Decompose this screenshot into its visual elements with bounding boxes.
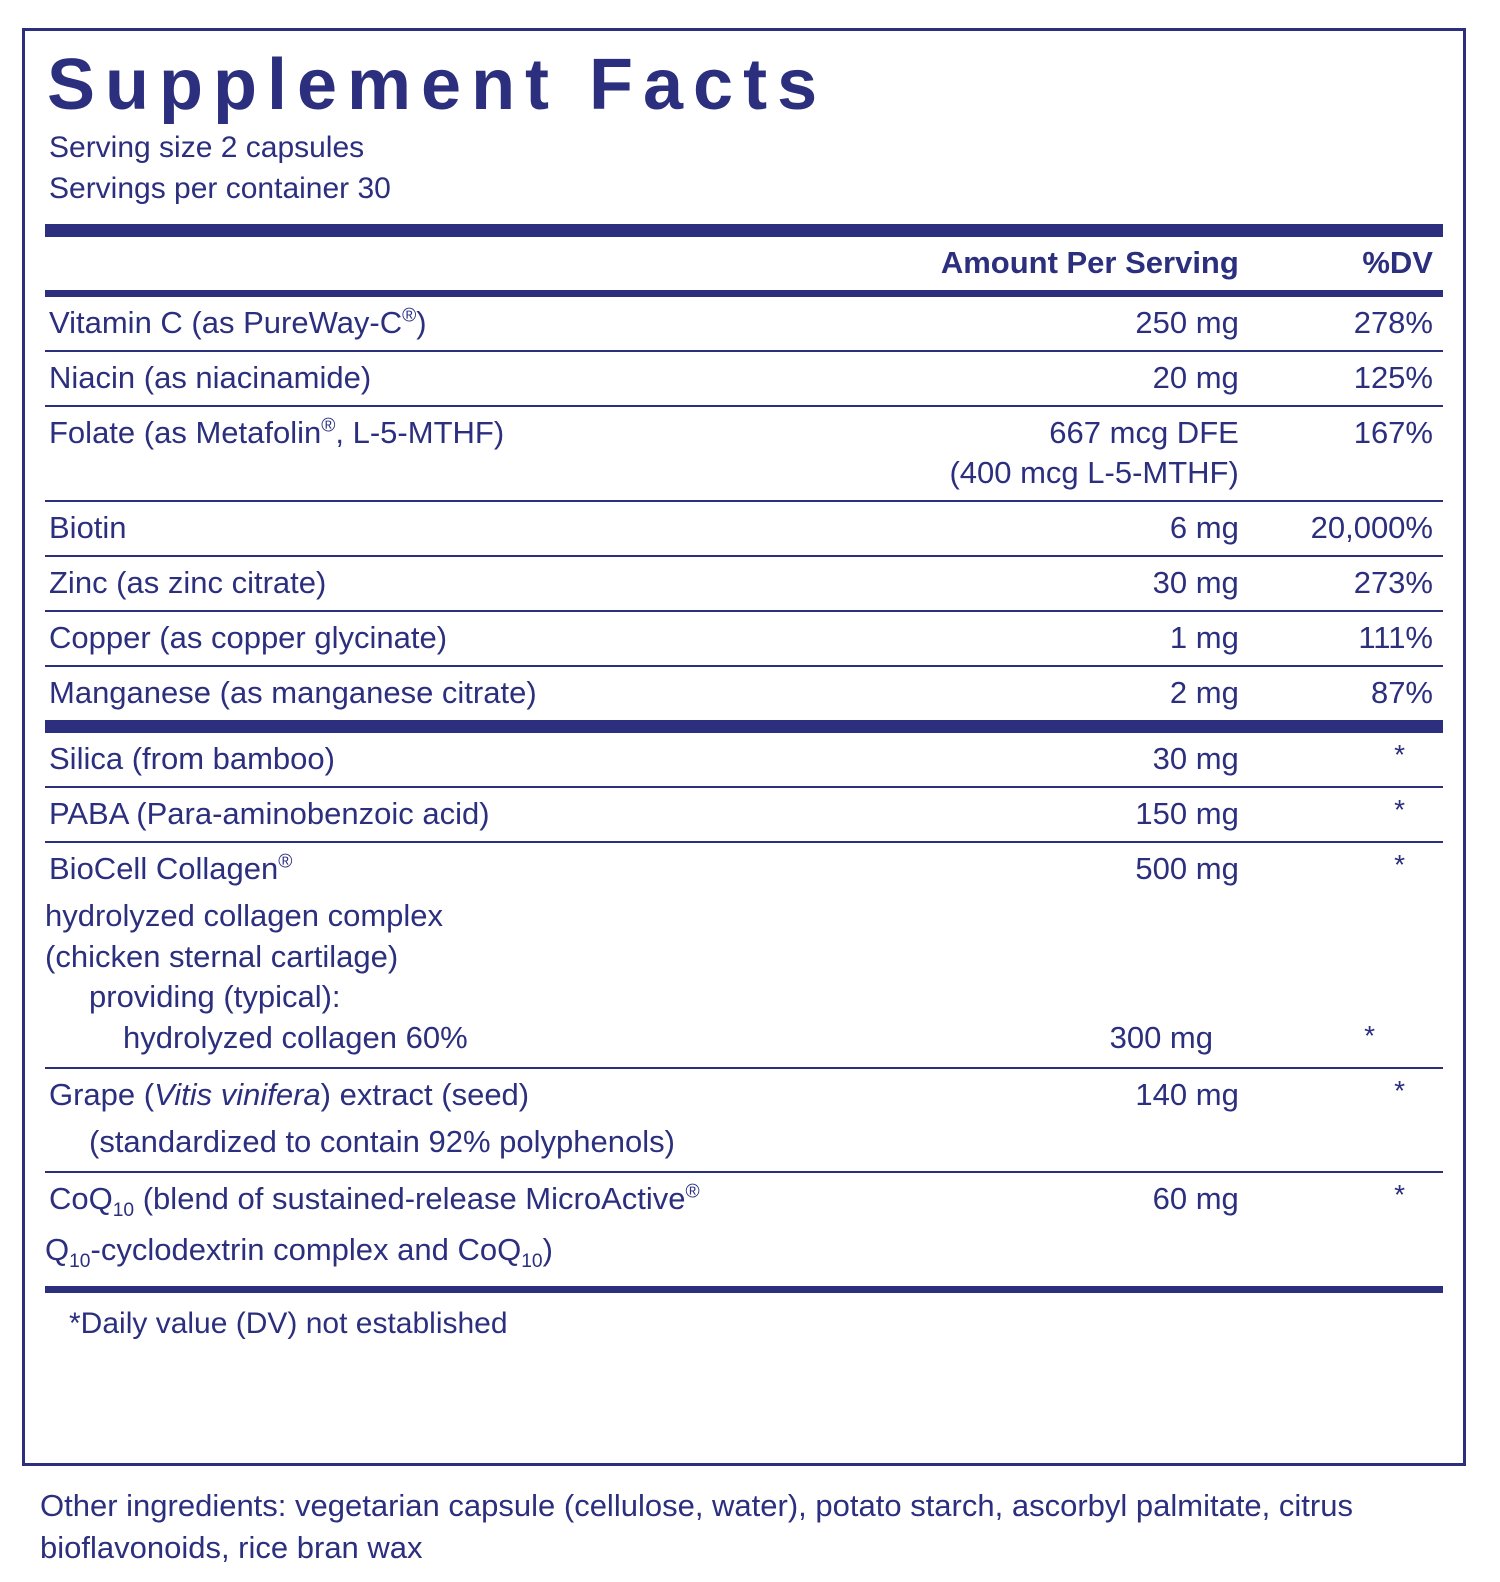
nutrient-amount: 60 mg	[1152, 1181, 1239, 1217]
divider-med-1	[45, 290, 1443, 297]
nutrient-amount: 6 mg	[1169, 510, 1239, 546]
table-row-grape	[45, 1069, 1443, 1122]
coq10-line1-sub: 10	[112, 1200, 135, 1222]
header-blank	[45, 237, 842, 290]
nutrient-name: PABA (Para-aminobenzoic acid)	[49, 795, 490, 831]
nutrient-name: Manganese (as manganese citrate)	[49, 675, 537, 711]
collagen-name: BioCell Collagen®	[49, 850, 293, 886]
coq10-line2-mid: -cyclodextrin complex and CoQ	[90, 1231, 522, 1267]
nutrient-amount: 30 mg	[1152, 740, 1239, 776]
nutrient-amount: 140 mg	[1135, 1077, 1239, 1113]
table-row	[45, 667, 1443, 720]
grape-name-italic: Vitis vinifera	[154, 1077, 321, 1113]
grape-name-post: ) extract (seed)	[320, 1077, 530, 1113]
vitamins-minerals-table	[45, 297, 1443, 720]
coq10-line1-pre: CoQ	[49, 1181, 113, 1217]
nutrient-amount-line2: (400 mcg L-5-MTHF)	[949, 455, 1239, 491]
nutrient-dv: 87%	[1370, 675, 1433, 711]
table-row	[45, 788, 1443, 841]
divider-thick-top	[45, 224, 1443, 237]
collagen-line2: hydrolyzed collagen complex	[45, 897, 444, 933]
nutrient-name: Vitamin C (as PureWay-C®)	[49, 304, 427, 340]
nutrient-name: Biotin	[49, 510, 127, 546]
nutrient-dv: 111%	[1358, 620, 1433, 656]
divider-med-bottom	[45, 1286, 1443, 1293]
nutrient-name	[45, 843, 842, 896]
table-header-row	[45, 237, 1443, 290]
table-row	[45, 502, 1443, 555]
nutrient-amount: 20 mg	[1152, 359, 1239, 395]
coq10-line2-post: )	[542, 1231, 553, 1267]
header-amount-per-serving: Amount Per Serving	[940, 244, 1239, 280]
coq10-line2-sub: 10	[69, 1250, 91, 1272]
servings-per-container: Servings per container 30	[49, 172, 391, 206]
supplement-facts-panel	[22, 28, 1466, 1466]
divider-thick-mid	[45, 720, 1443, 733]
nutrient-dv: *	[1394, 848, 1405, 880]
nutrient-amount-line1: 667 mcg DFE	[1049, 414, 1239, 450]
nutrient-dv: 20,000%	[1310, 510, 1433, 546]
collagen-subrow	[45, 1018, 1443, 1059]
nutrient-amount	[842, 407, 1249, 501]
header-percent-dv: %DV	[1362, 244, 1433, 280]
table-row	[45, 557, 1443, 610]
nutrient-dv: *	[1394, 1075, 1405, 1107]
coq10-line1-post: (blend of sustained-release MicroActive®	[134, 1181, 700, 1217]
serving-size: Serving size 2 capsules	[49, 131, 365, 164]
table-row	[45, 612, 1443, 665]
nutrient-name	[45, 1173, 842, 1230]
table-row	[45, 407, 1443, 501]
nutrient-dv: *	[1394, 738, 1405, 770]
other-ingredients: Other ingredients: vegetarian capsule (cellulose, water), potato starch, ascorbyl palmitate, citrus bioflavonoids, rice bran wax	[40, 1488, 1353, 1565]
table-row	[45, 733, 1443, 786]
collagen-line4: providing (typical):	[89, 979, 341, 1015]
nutrient-dv: 125%	[1353, 359, 1433, 395]
nutrient-amount: 500 mg	[1135, 850, 1239, 886]
page-title: Supplement Facts	[47, 45, 828, 125]
nutrient-name	[45, 1069, 842, 1122]
nutrient-amount: 1 mg	[1169, 620, 1239, 656]
grape-name-pre: Grape (	[49, 1077, 155, 1113]
collagen-line5: hydrolyzed collagen 60%	[123, 1020, 468, 1056]
nutrient-dv: 278%	[1353, 304, 1433, 340]
nutrient-name: Zinc (as zinc citrate)	[49, 565, 327, 601]
nutrient-amount: 2 mg	[1169, 675, 1239, 711]
nutrient-name: Niacin (as niacinamide)	[49, 359, 372, 395]
nutrient-name: Copper (as copper glycinate)	[49, 620, 448, 656]
table-row-biocell-collagen	[45, 843, 1443, 896]
other-nutrients-table	[45, 733, 1443, 1274]
nutrient-dv: *	[1394, 1179, 1405, 1211]
nutrient-amount: 150 mg	[1135, 795, 1239, 831]
collagen-line5-dv: *	[1364, 1020, 1375, 1052]
footnote-daily-value: *Daily value (DV) not established	[69, 1307, 508, 1341]
nutrient-amount: 250 mg	[1135, 304, 1239, 340]
nutrition-header-table	[45, 237, 1443, 290]
nutrient-dv: *	[1394, 793, 1405, 825]
table-row-coq10	[45, 1173, 1443, 1230]
nutrient-dv: 273%	[1353, 565, 1433, 601]
table-row	[45, 297, 1443, 350]
table-row	[45, 352, 1443, 405]
nutrient-name: Folate (as Metafolin®, L-5-MTHF)	[49, 414, 505, 450]
coq10-line2	[45, 1230, 1443, 1275]
nutrient-dv: 167%	[1353, 414, 1433, 450]
grape-line2: (standardized to contain 92% polyphenols)	[89, 1124, 675, 1160]
collagen-line3: (chicken sternal cartilage)	[45, 938, 399, 974]
nutrient-name: Silica (from bamboo)	[49, 740, 335, 776]
collagen-line5-amount: 300 mg	[1109, 1020, 1213, 1056]
coq10-line2-pre: Q	[45, 1231, 70, 1267]
nutrient-amount: 30 mg	[1152, 565, 1239, 601]
coq10-line2-sub2: 10	[521, 1250, 543, 1272]
